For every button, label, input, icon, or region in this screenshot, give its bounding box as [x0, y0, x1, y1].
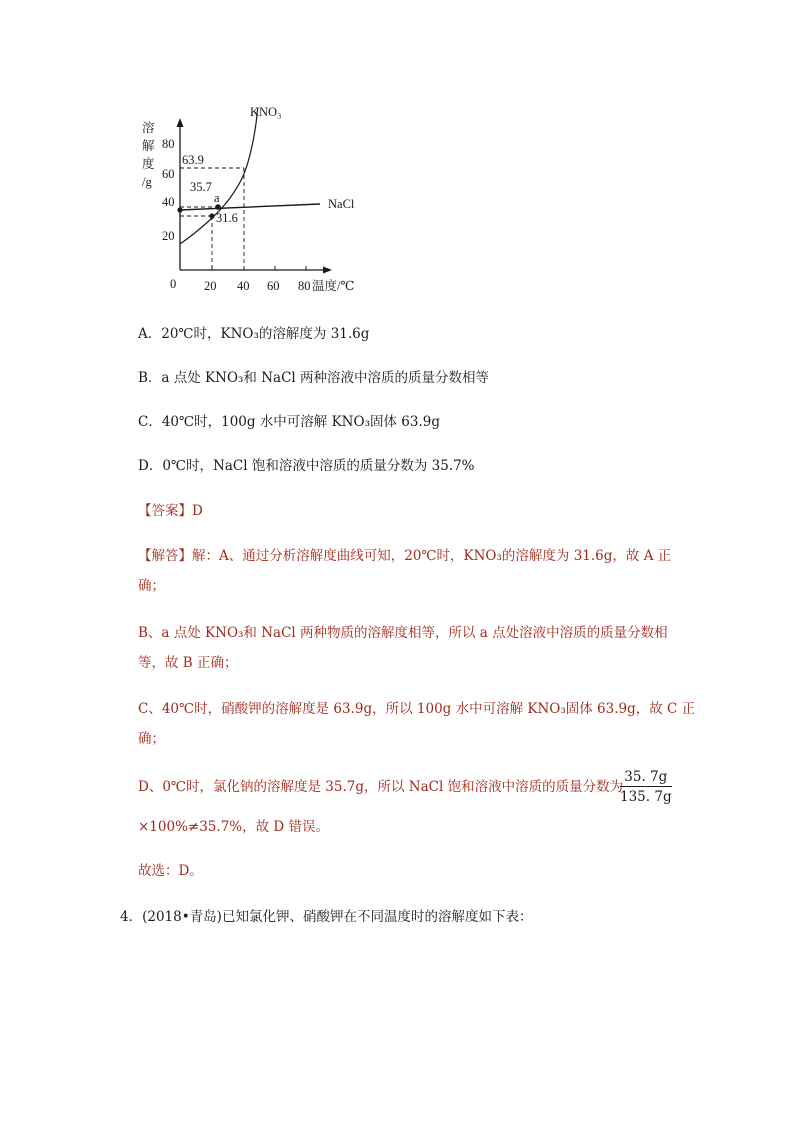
solubility-figure: [138, 102, 368, 302]
x-tick-60: 60: [267, 279, 280, 293]
y-label-1: 溶: [142, 121, 155, 135]
analysis-line-7: D、0℃时，氯化钠的溶解度是 35.7g，所以 NaCl 饱和溶液中溶质的质量分数为: [138, 779, 624, 795]
annot-316: 31.6: [216, 211, 238, 225]
conclusion: 故选：D。: [138, 863, 203, 879]
x-tick-20: 20: [204, 279, 217, 293]
annot-a: a: [214, 191, 220, 205]
y-label-4: /g: [142, 175, 152, 189]
x-axis-arrow: [323, 267, 332, 274]
analysis-label: 【解答】: [138, 548, 192, 564]
nacl-label: NaCl: [328, 197, 355, 211]
point-y-intercept: [177, 207, 182, 212]
analysis-line-1: [138, 547, 671, 565]
option-a: A．20℃时，KNO₃的溶解度为 31.6g: [138, 326, 370, 342]
next-question: 4．(2018•青岛)已知氯化钾、硝酸钾在不同温度时的溶解度如下表：: [120, 909, 533, 925]
option-d: D．0℃时，NaCl 饱和溶液中溶质的质量分数为 35.7%: [138, 458, 475, 474]
x-tick-0: 0: [170, 277, 177, 291]
point-316: [209, 213, 214, 218]
analysis-line-4: 等，故 B 正确；: [138, 655, 238, 671]
x-axis-label: 温度/℃: [312, 279, 355, 293]
y-tick-80: 80: [162, 137, 175, 151]
analysis-line-5: C、40℃时，硝酸钾的溶解度是 63.9g，所以 100g 水中可溶解 KNO₃固体 63.9g，故 C 正: [138, 701, 696, 717]
y-tick-60: 60: [162, 167, 175, 181]
mass-fraction: [620, 768, 672, 807]
kno3-label: KNO₃: [250, 105, 282, 119]
fraction-numerator: 35. 7g: [620, 768, 672, 787]
point-a: [215, 204, 221, 210]
answer-value: D: [192, 503, 203, 519]
analysis-line-6: 确；: [138, 731, 165, 747]
y-tick-20: 20: [162, 229, 175, 243]
annot-357: 35.7: [190, 180, 212, 194]
x-tick-40: 40: [237, 279, 250, 293]
answer-line: [138, 502, 203, 520]
y-label-3: 度: [142, 157, 155, 171]
analysis-line-2: 确；: [138, 578, 165, 594]
analysis-line-3: B、a 点处 KNO₃和 NaCl 两种物质的溶解度相等，所以 a 点处溶液中溶质的质量分数相: [138, 625, 668, 641]
answer-label: 【答案】: [138, 503, 192, 519]
y-axis-arrow: [177, 118, 184, 127]
option-c: C．40℃时，100g 水中可溶解 KNO₃固体 63.9g: [138, 414, 440, 430]
y-tick-40: 40: [162, 195, 175, 209]
y-label-2: 解: [142, 139, 155, 153]
annot-639: 63.9: [182, 153, 204, 167]
fraction-denominator: 135. 7g: [620, 789, 672, 805]
analysis-a-text: 解：A、通过分析溶解度曲线可知，20℃时，KNO₃的溶解度为 31.6g，故 A 正: [192, 548, 672, 564]
x-tick-80: 80: [298, 279, 311, 293]
analysis-line-8: ×100%≠35.7%，故 D 错误。: [138, 819, 330, 835]
option-b: B．a 点处 KNO₃和 NaCl 两种溶液中溶质的质量分数相等: [138, 370, 490, 386]
